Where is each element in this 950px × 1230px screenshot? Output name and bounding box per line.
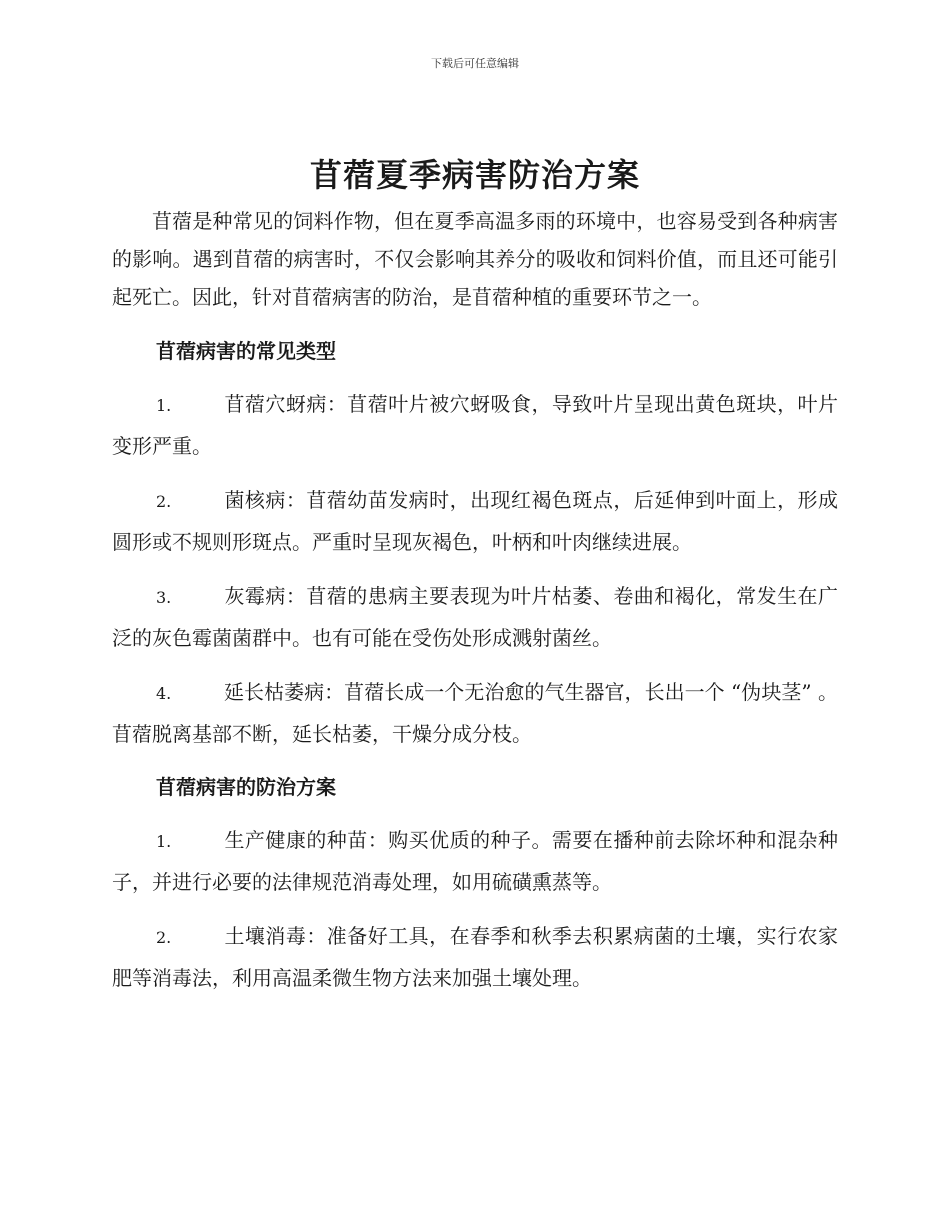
list-item-number: 3. [156, 588, 172, 607]
list-item [112, 820, 838, 902]
list-item [112, 672, 838, 754]
list-item-number: 4. [156, 684, 172, 703]
list-item-text: 灰霉病：苜蓿的患病主要表现为叶片枯萎、卷曲和褐化，常发生在广泛的灰色霉菌菌群中。也有可能在受伤处形成溅射菌丝。 [112, 584, 838, 650]
list-item [112, 384, 838, 466]
list-item-text: 延长枯萎病：苜蓿长成一个无治愈的气生器官，长出一个 “伪块茎” 。苜蓿脱离基部不断，延长枯萎，干燥分成分枝。 [112, 680, 838, 746]
list-item [112, 576, 838, 658]
list-item-text: 苜蓿穴蚜病：苜蓿叶片被穴蚜吸食，导致叶片呈现出黄色斑块，叶片变形严重。 [112, 392, 838, 458]
header-note: 下载后可任意编辑 [431, 57, 519, 70]
list-item-text: 土壤消毒：准备好工具，在春季和秋季去积累病菌的土壤，实行农家肥等消毒法，利用高温柔微生物方法来加强土壤处理。 [112, 924, 838, 990]
list-item-number: 2. [156, 928, 172, 947]
section-heading-types: 苜蓿病害的常见类型 [156, 339, 336, 363]
list-item-number: 1. [156, 396, 172, 415]
section-heading-prevention: 苜蓿病害的防治方案 [156, 775, 336, 799]
document-body [112, 202, 838, 998]
list-item-text: 菌核病：苜蓿幼苗发病时，出现红褐色斑点，后延伸到叶面上，形成圆形或不规则形斑点。严重时呈现灰褐色，叶柄和叶肉继续进展。 [112, 488, 838, 554]
list-item-number: 2. [156, 492, 172, 511]
list-item [112, 480, 838, 562]
list-item-number: 1. [156, 832, 172, 851]
list-item [112, 916, 838, 998]
intro-paragraph: 苜蓿是种常见的饲料作物，但在夏季高温多雨的环境中，也容易受到各种病害的影响。遇到苜蓿的病害时，不仅会影响其养分的吸收和饲料价值，而且还可能引起死亡。因此，针对苜蓿病害的防治，是苜蓿种植的重要环节之一。 [112, 209, 838, 309]
list-item-text: 生产健康的种苗：购买优质的种子。需要在播种前去除坏种和混杂种子，并进行必要的法律规范消毒处理，如用硫磺熏蒸等。 [112, 828, 838, 894]
document-title: 苜蓿夏季病害防治方案 [309, 156, 640, 194]
